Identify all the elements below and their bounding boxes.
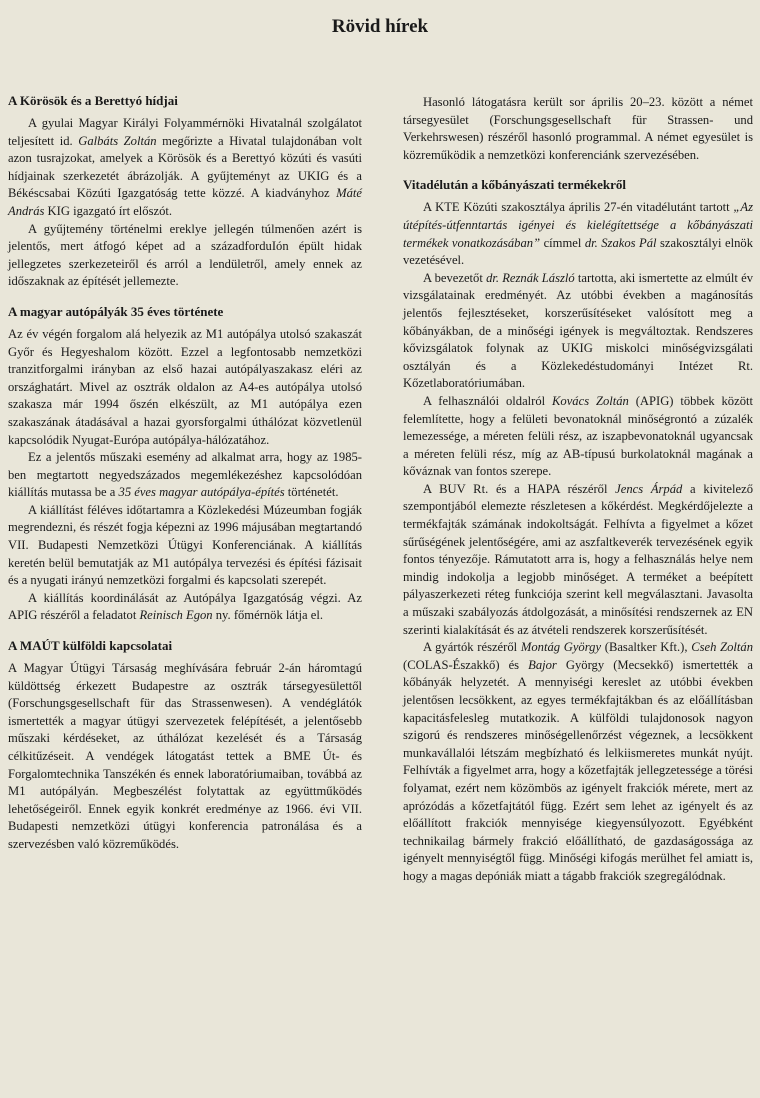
text: (COLAS-Északkő) és: [403, 657, 529, 672]
paragraph: [403, 270, 753, 393]
paragraph: A gyűjtemény történelmi ereklye jellegén túlmenően azért is jelentős, mert átfogó képet ad a századforduIón épült hidak jellegzetes szerkezeteiről és arról a lendületről, amely ennek az időszaknak az építését jellemezte.: [8, 221, 362, 289]
text: (Basaltker Kft.),: [601, 640, 692, 655]
page-title: Rövid hírek: [331, 16, 429, 37]
text: A kiállítás koordinálását az Autópálya Igazgatóság végzi. Az APIG részéről a feladatot: [8, 590, 362, 623]
text: megőrizte a Hivatal tulajdonában volt azon tusrajzokat, amelyek a Körösök és a Berettyó közúti és vasúti hídjainak szerkezetét ábrázolják. A gyűjteményt az UKIG és a Békéscsabai Közúti Igazgatóság tette közzé. A kiadványhoz: [8, 133, 363, 201]
paragraph: A kiállítást féléves időtartamra a Közlekedési Múzeumban fogják megrendezni, és részét fogja képezni az 1996 májusában megtartandó VII. Budapesti Nemzetközi Útügyi Konferenciának. A kiállítás keretén belül bemutatják az M1 autópálya tervezési és építési fázisait és a nyugati irányú nemzetközi forgalmi és kapcsolati szerepét.: [8, 502, 362, 588]
paragraph: Az év végén forgalom alá helyezik az M1 autópálya utolsó szakaszát Győr és Hegyeshalom között. Ezzel a legfontosabb nemzetközi tranzitforgalmi irányban az első hazai autópályaszakasz eléri az országhatárt. Mivel az osztrák oldalon az A4-es autópálya utolsó szakasza már 1994 őszén elkészült, az M1 autópálya ezen szakaszának átadásával a hazai gyorsforgalmi úthálózat közvetlenül kapcsolódik Nyugat-Európa autópálya-hálózatához.: [8, 326, 362, 447]
text: tartotta, aki ismertette az elmúlt év vizsgálatainak eredményét. Az utóbbi években a magánosítás jelentős fejlesztéseket, korszerűsítéseket valósított meg a kőbányákban, de a minőségi igények is megváltoztak. Rendszeres kővizsgálatok folynak az UKIG miskolci minőségvizsgálati osztályán és a Közlekedéstudományi Intézet Rt. Kőzetlaboratóriumában.: [403, 270, 753, 391]
person-name: Galbáts Zoltán: [78, 133, 157, 148]
article-autopalyak: [8, 303, 362, 625]
text: György (Mecsekkő) ismertették a kőbányák helyzetét. A mennyiségi kereslet az utóbbi években jelentősen lecsökkent, az egyes termékfajtákban és az előállításban kapacitásfelesleg mutatkozik. A külföldi tulajdonosok nagyon szigorú és rendszeres minőségellenőrzést végeznek, a lecsökkent munkavállalói létszám megbízható és lelkiismeretes munkát nyújt. Felhívták a figyelmet arra, hogy a kőzetfajták jellegzetessége a törési folyamat, ezért nem közömbös az igényelt frakciók mérete, mert az aprózódás a kőzetfajtától függ. Ezért sem lehet az igényelt és az előállított frakciók mennyisége kiegyensúlyozott. Egyébként technikailag bármely frakció előállítható, de gazdaságossága az igényelt mennyiségtől függ. Minőségi kifogás merülhet fel amiatt is, hogy a magas depóniák miatt a tágabb frakciók szegregálódnak.: [403, 657, 753, 883]
text: A bevezetőt: [423, 270, 487, 285]
text: A KTE Közúti szakosztálya április 27-én vitadélutánt tartott: [423, 200, 734, 215]
article-maut: [8, 637, 362, 854]
text: A gyulai Magyar Királyi Folyammérnöki Hivatalnál szolgálatot teljesített id.: [8, 116, 362, 148]
text: történetét.: [284, 485, 339, 500]
left-column: [8, 92, 362, 866]
paragraph: [8, 449, 362, 502]
text: A BUV Rt. és a HAPA részéről: [423, 481, 616, 496]
person-name: Bajor: [528, 657, 557, 672]
article-heading: Vitadélután a kőbányászati termékekről: [403, 177, 627, 193]
article-heading: A MAÚT külföldi kapcsolatai: [8, 638, 173, 654]
paragraph: [403, 393, 753, 481]
text: Ez a jelentős műszaki esemény ad alkalmat arra, hogy az 1985-ben megtartott negyedszázados megemlékezéshez kapcsolódóan kiállítás mutassa be a: [8, 450, 362, 500]
text: ny. főmérnök látja el.: [212, 608, 323, 623]
article-maut-continued: [403, 94, 753, 164]
paragraph: [8, 115, 362, 221]
paragraph: [403, 199, 753, 269]
text: címmel: [540, 235, 585, 250]
person-name: dr. Szakos Pál: [584, 235, 657, 250]
person-name: Cseh Zoltán: [691, 640, 753, 655]
person-name: Reinisch Egon: [139, 608, 213, 623]
person-name: Montág György: [520, 640, 602, 655]
text: (APIG) többek között felemlítette, hogy a felületi bevonatoknál minőségrontó a zúzalék lemezessége, a méreten felüli rész, az iszapbevonatoknál ugyancsak a méreten felüli rész, míg az AB-típusú burkolatoknál magának a kőváznak van fontos szerepe.: [403, 393, 753, 479]
person-name: Jencs Árpád: [615, 481, 683, 496]
article-heading: A magyar autópályák 35 éves története: [8, 303, 224, 319]
person-name: Máté András: [8, 186, 362, 218]
text: A felhasználói oldalról: [423, 393, 553, 408]
article-heading: A Körösök és a Berettyó hídjai: [8, 93, 178, 108]
paragraph: A Magyar Útügyi Társaság meghívására február 2-án háromtagú küldöttség érkezett Budapestre az osztrák társegyesülettől (Forschungsgesellschaft für das Strassenwesen). A vendéglátók ismertették a magyar útügyi szervezetek felépítését, a jelentősebb műszaki kérdéseket, az úthálózat kezelését és a Társaság célkitűzéseit. A vendégek látogatást tettek a BME Út- és Forgalomtechnika Tanszékén és ennek laboratóriumaiban, továbbá az M1 autópályán. Megbeszélést folytattak az együttműködés lehetőségeiről. Ennek egyik konkrét eredménye az 1966. évi VII. Budapesti nemzetközi útügyi konferencia patronálása és a szervezésben való közreműködés.: [8, 661, 362, 851]
person-name: dr. Reznák László: [486, 270, 575, 285]
event-title: „Az útépítés-útfenntartás igényei és kielégítettsége a kőbányászati termékek vonatkozásában”: [403, 200, 753, 250]
paragraph: [8, 590, 362, 625]
text: A gyártók részéről: [423, 640, 521, 655]
text: szakosztályi elnök vezetésével.: [403, 235, 754, 268]
text: KIG igazgató írt előszót.: [44, 203, 173, 218]
paragraph: [403, 481, 753, 639]
exhibition-title: 35 éves magyar autópálya-építés: [118, 485, 285, 500]
right-column: [403, 94, 753, 898]
person-name: Kovács Zoltán: [552, 393, 629, 408]
paragraph: [403, 639, 753, 885]
text: a kivitelező szempontjából elemezte részletesen a kőkérdést. Megkérdőjelezte a termékfajták számának indokoltságát. Felhívta a figyelmet a kőzet sűrűségének jelentőségére, ami az aszfaltkeverék tervezésének egyik fontos tényezője. Rámutatott arra is, hogy a felhasználás helye nem mindig indokolja a legjobb minőséget. A terméket a beépített pályaszerkezeti réteg funkciója szerint kell megválasztani. Javasolta a műszaki szabályozás átdolgozását, a minősítési rendszernek az EN szerinti kialakítását és az átvételi rendszerek korszerűsítését.: [403, 481, 753, 637]
article-vitadelutan: [403, 176, 753, 885]
article-korosok: [8, 92, 362, 291]
paragraph: Hasonló látogatásra került sor április 20–23. között a német társegyesület (Forschungsgesellschaft für Strassen- und Verkehrswesen) részéről hasonló programmal. A német egyesület is közreműködik a nemzetközi konferenciánk szervezésében.: [403, 95, 753, 162]
